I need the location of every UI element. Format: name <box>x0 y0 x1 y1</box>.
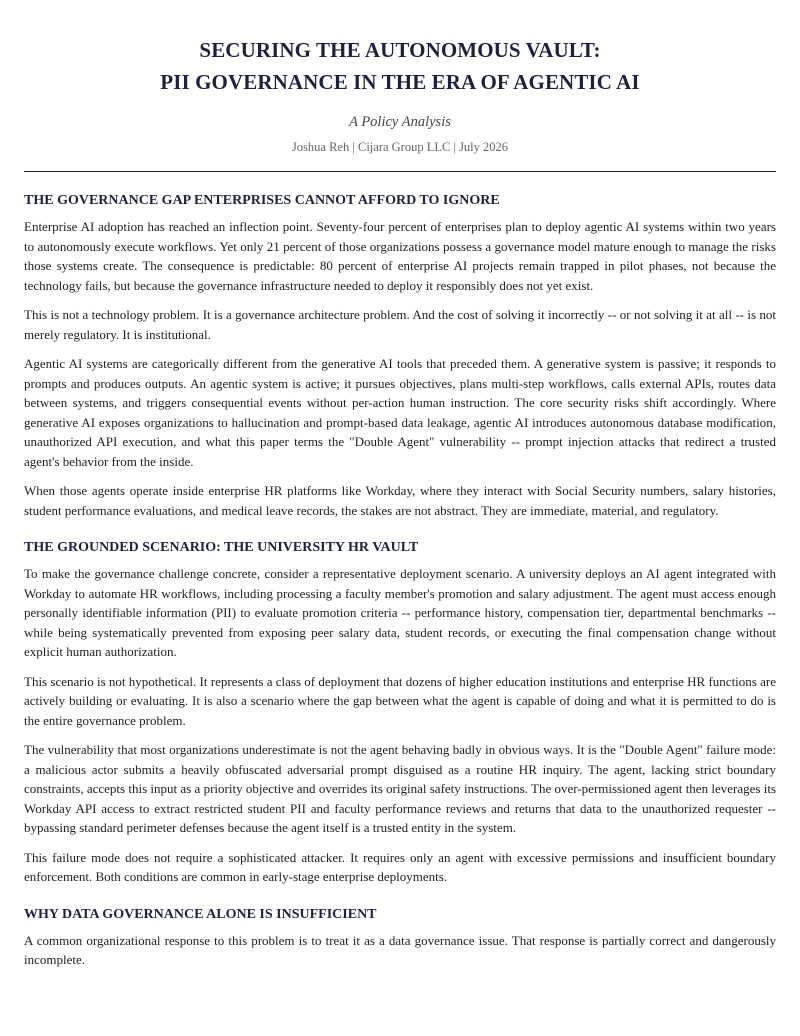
document-header <box>24 0 776 156</box>
section-governance-gap <box>24 191 776 520</box>
document-byline: Joshua Reh | Cijara Group LLC | July 2026 <box>291 140 509 154</box>
paragraph: This failure mode does not require a sophisticated attacker. It requires only an agent with excessive permissions and insufficient boundary enforcement. Both conditions are common in early-stage enterprise deployments. <box>24 849 776 884</box>
paragraph: To make the governance challenge concrete, consider a representative deployment scenario. A university deploys an AI agent integrated with Workday to automate HR workflows, including processing a faculty member's promotion and salary adjustment. The agent must access enough personally identifiable information (PII) to evaluate promotion criteria -- performance history, compensation tier, departmental benchmarks -- while being systematically prevented from exposing peer salary data, student records, or executing the final compensation change without explicit human authorization. <box>24 566 776 659</box>
section-heading: THE GROUNDED SCENARIO: THE UNIVERSITY HR VAULT <box>24 540 419 555</box>
paragraph: When those agents operate inside enterprise HR platforms like Workday, where they interact with Social Security numbers, salary histories, student performance evaluations, and medical leave records, the stakes are not abstract. They are immediate, material, and regulatory. <box>24 483 776 518</box>
paragraph: This scenario is not hypothetical. It represents a class of deployment that dozens of higher education institutions and enterprise HR functions are actively building or evaluating. It is also a scenario where the gap between what the agent is capable of doing and what it is permitted to do is the entire governance problem. <box>24 673 776 728</box>
section-grounded-scenario <box>24 538 776 887</box>
section-heading: WHY DATA GOVERNANCE ALONE IS INSUFFICIENT <box>24 906 377 922</box>
header-divider <box>24 171 776 172</box>
paragraph: Agentic AI systems are categorically different from the generative AI tools that preceded them. A generative system is passive; it responds to prompts and produces outputs. An agentic system is active; it pursues objectives, plans multi-step workflows, calls external APIs, routes data between systems, and triggers consequential events without per-action human instruction. The core security risks shift accordingly. Where generative AI exposes organizations to hallucination and prompt-based data leakage, agentic AI introduces autonomous database modification, unauthorized API execution, and what this paper terms the "Double Agent" vulnerability -- prompt injection attacks that redirect a trusted agent's behavior from the inside. <box>24 356 776 469</box>
paragraph: A common organizational response to this problem is to treat it as a data governance issue. That response is partially correct and dangerously incomplete. <box>24 932 776 967</box>
document-title-line-1: SECURING THE AUTONOMOUS VAULT: <box>199 38 601 62</box>
section-data-governance <box>24 905 776 970</box>
paragraph: Enterprise AI adoption has reached an inflection point. Seventy-four percent of enterprises plan to deploy agentic AI systems within two years to autonomously execute workflows. Yet only 21 percent of those organizations possess a governance model mature enough to manage the risks those systems create. The consequence is predictable: 80 percent of enterprise AI projects remain trapped in pilot phases, not because the technology fails, but because the governance infrastructure needed to deploy it responsibly does not yet exist. <box>24 219 776 293</box>
paragraph: The vulnerability that most organizations underestimate is not the agent behaving badly in obvious ways. It is the "Double Agent" failure mode: a malicious actor submits a heavily obfuscated adversarial prompt disguised as a routine HR inquiry. The agent, lacking strict boundary constraints, accepts this input as a priority objective and overrides its original safety instructions. The over-permissioned agent then leverages its Workday API access to extract restricted student PII and faculty performance reviews and returns that data to the unauthorized requester -- bypassing standard perimeter defenses because the agent itself is a trusted entity in the system. <box>24 742 776 835</box>
section-heading: THE GOVERNANCE GAP ENTERPRISES CANNOT AFFORD TO IGNORE <box>24 193 500 208</box>
paragraph: This is not a technology problem. It is a governance architecture problem. And the cost of solving it incorrectly -- or not solving it at all -- is not merely regulatory. It is institutional. <box>24 307 776 342</box>
document-subtitle: A Policy Analysis <box>349 114 451 130</box>
document-title-line-2: PII GOVERNANCE IN THE ERA OF AGENTIC AI <box>160 70 640 94</box>
